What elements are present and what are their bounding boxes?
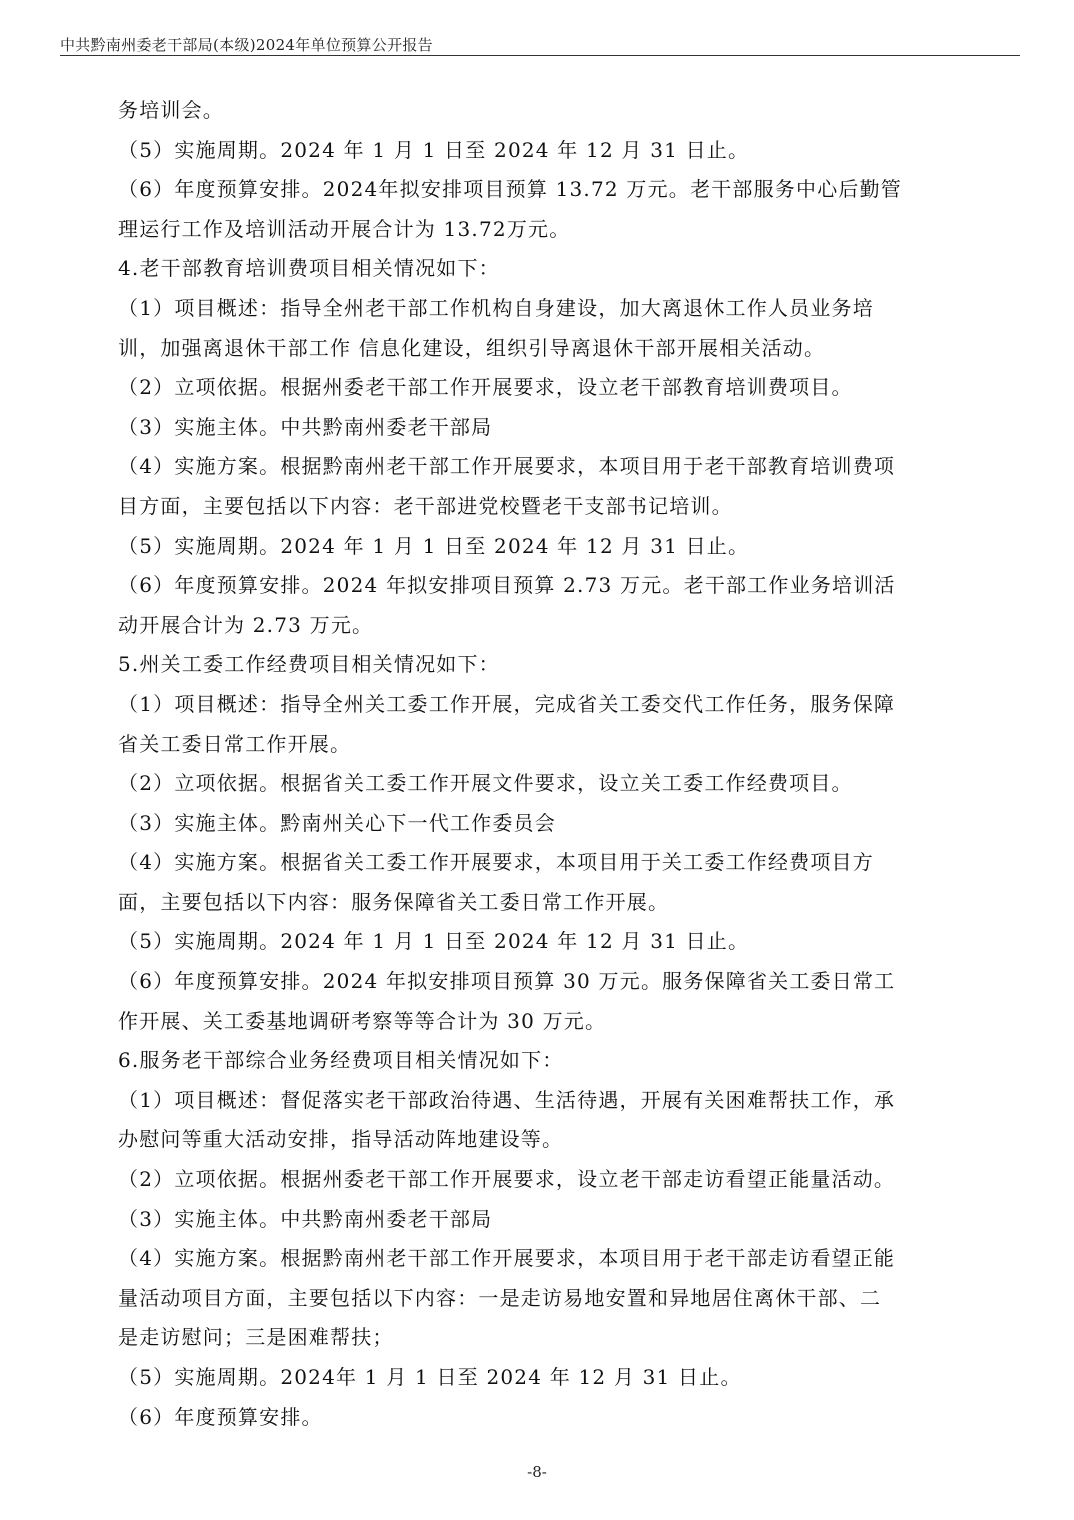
text-line: （6）年度预算安排。2024年拟安排项目预算 13.72 万元。老干部服务中心后勤管 [118, 177, 902, 202]
text-line: 办慰问等重大活动安排，指导活动阵地建设等。 [118, 1127, 564, 1152]
text-line: （3）实施主体。黔南州关心下一代工作委员会 [118, 810, 556, 835]
text-line: 目方面，主要包括以下内容：老干部进党校暨老干支部书记培训。 [118, 493, 733, 518]
page-header: 中共黔南州委老干部局(本级)2024年单位预算公开报告 [60, 36, 433, 54]
text-line: （3）实施主体。中共黔南州委老干部局 [118, 1206, 493, 1231]
document-body [118, 91, 958, 1437]
text-line: （2）立项依据。根据州委老干部工作开展要求，设立老干部走访看望正能量活动。 [118, 1167, 896, 1192]
text-line: （1）项目概述：督促落实老干部政治待遇、生活待遇，开展有关困难帮扶工作，承 [118, 1087, 896, 1112]
text-line: （1）项目概述：指导全州老干部工作机构自身建设，加大离退休工作人员业务培 [118, 295, 874, 320]
text-line: 训，加强离退休干部工作 信息化建设，组织引导离退休干部开展相关活动。 [118, 335, 826, 360]
text-line: （4）实施方案。根据黔南州老干部工作开展要求，本项目用于老干部走访看望正能 [118, 1246, 896, 1271]
text-line: （5）实施周期。2024 年 1 月 1 日至 2024 年 12 月 31 日止。 [118, 137, 750, 162]
text-line: （6）年度预算安排。 [118, 1404, 323, 1429]
text-line: 作开展、关工委基地调研考察等等合计为 30 万元。 [118, 1008, 607, 1033]
section-heading: 5.州关工委工作经费项目相关情况如下： [118, 652, 500, 677]
text-line: （4）实施方案。根据省关工委工作开展要求，本项目用于关工委工作经费项目方 [118, 850, 874, 875]
text-line: （6）年度预算安排。2024 年拟安排项目预算 2.73 万元。老干部工作业务培训活 [118, 573, 896, 598]
text-line: （4）实施方案。根据黔南州老干部工作开展要求，本项目用于老干部教育培训费项 [118, 454, 896, 479]
text-line: （6）年度预算安排。2024 年拟安排项目预算 30 万元。服务保障省关工委日常工 [118, 969, 896, 994]
text-line: （5）实施周期。2024 年 1 月 1 日至 2024 年 12 月 31 日止。 [118, 929, 750, 954]
text-line: 动开展合计为 2.73 万元。 [118, 612, 374, 637]
text-line: 省关工委日常工作开展。 [118, 731, 352, 756]
page-number: -8- [527, 1463, 547, 1481]
text-line: （2）立项依据。根据省关工委工作开展文件要求，设立关工委工作经费项目。 [118, 771, 853, 796]
section-heading: 4.老干部教育培训费项目相关情况如下： [118, 256, 500, 281]
text-line: （3）实施主体。中共黔南州委老干部局 [118, 414, 493, 439]
text-line: 务培训会。 [118, 98, 224, 122]
header-divider [60, 55, 1020, 56]
text-line: 理运行工作及培训活动开展合计为 13.72万元。 [118, 216, 571, 241]
text-line: （2）立项依据。根据州委老干部工作开展要求，设立老干部教育培训费项目。 [118, 375, 853, 400]
text-line: （5）实施周期。2024年 1 月 1 日至 2024 年 12 月 31 日止。 [118, 1365, 742, 1389]
section-heading: 6.服务老干部综合业务经费项目相关情况如下： [118, 1048, 564, 1073]
text-line: 是走访慰问；三是困难帮扶； [118, 1325, 394, 1350]
text-line: （5）实施周期。2024 年 1 月 1 日至 2024 年 12 月 31 日止。 [118, 533, 750, 558]
text-line: （1）项目概述：指导全州关工委工作开展，完成省关工委交代工作任务，服务保障 [118, 691, 896, 716]
text-line: 量活动项目方面，主要包括以下内容：一是走访易地安置和异地居住离休干部、二 [118, 1285, 882, 1310]
text-line: 面，主要包括以下内容：服务保障省关工委日常工作开展。 [118, 889, 670, 914]
